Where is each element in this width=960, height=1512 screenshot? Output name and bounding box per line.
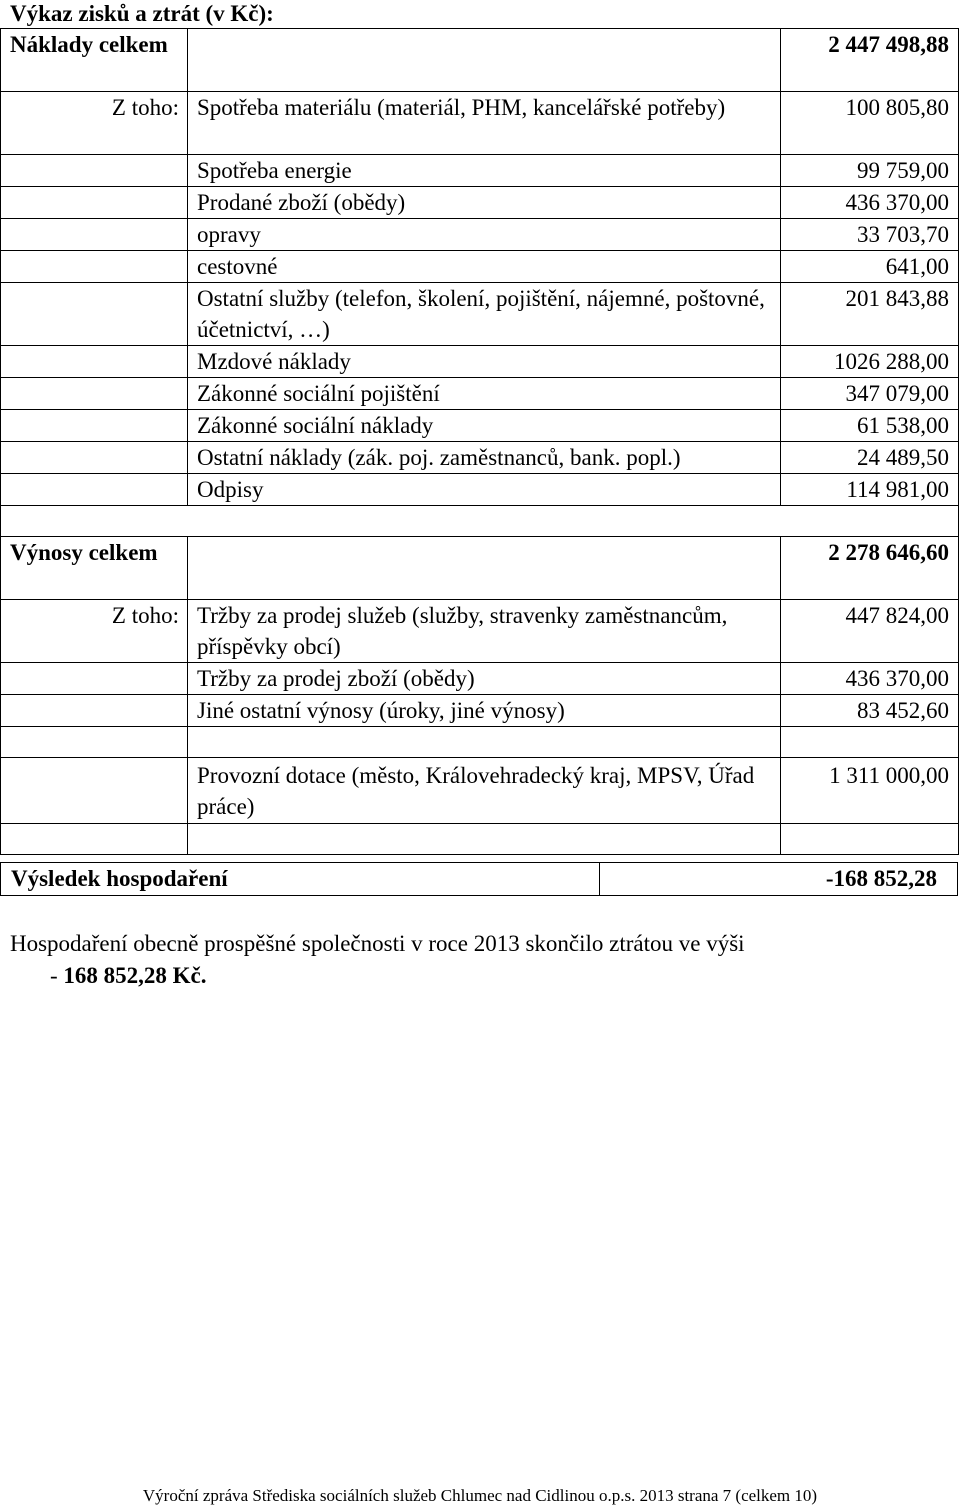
profit-loss-table bbox=[0, 28, 959, 855]
revenue-item-label: Tržby za prodej služeb (služby, stravenky zaměstnancům, příspěvky obcí) bbox=[188, 600, 781, 663]
summary-amount-line bbox=[10, 960, 950, 992]
of-which-label: Z toho: bbox=[1, 92, 188, 155]
table-row bbox=[1, 187, 959, 219]
cost-item-value: 24 489,50 bbox=[781, 442, 959, 474]
page-footer: Výroční zpráva Střediska sociálních služeb Chlumec nad Cidlinou o.p.s. 2013 strana 7 (celkem 10) bbox=[142, 1486, 818, 1505]
table-row bbox=[1, 663, 959, 695]
cost-item-label: Zákonné sociální náklady bbox=[188, 410, 781, 442]
table-row bbox=[1, 251, 959, 283]
cost-item-value: 436 370,00 bbox=[781, 187, 959, 219]
cost-item-label: Spotřeba materiálu (materiál, PHM, kancelářské potřeby) bbox=[188, 92, 781, 155]
costs-total-label: Náklady celkem bbox=[1, 29, 188, 92]
revenues-total-value: 2 278 646,60 bbox=[781, 537, 959, 600]
cost-item-label: opravy bbox=[188, 219, 781, 251]
table-row bbox=[1, 283, 959, 346]
table-row bbox=[1, 155, 959, 187]
subsidy-label: Provozní dotace (město, Královehradecký kraj, MPSV, Úřad práce) bbox=[188, 758, 781, 824]
result-label: Výsledek hospodaření bbox=[1, 863, 600, 896]
cost-item-label: Odpisy bbox=[188, 474, 781, 506]
table-row bbox=[1, 758, 959, 824]
table-row bbox=[1, 92, 959, 155]
revenue-item-label: Tržby za prodej zboží (obědy) bbox=[188, 663, 781, 695]
revenues-total-label: Výnosy celkem bbox=[1, 537, 188, 600]
spacer-row bbox=[1, 824, 959, 855]
result-value: -168 852,28 bbox=[599, 863, 957, 896]
table-row bbox=[1, 695, 959, 727]
table-row bbox=[1, 600, 959, 663]
result-table bbox=[0, 862, 958, 896]
cost-item-value: 99 759,00 bbox=[781, 155, 959, 187]
table-row bbox=[1, 442, 959, 474]
summary-text: Hospodaření obecně prospěšné společnosti v roce 2013 skončilo ztrátou ve výši bbox=[10, 931, 745, 956]
spacer-row bbox=[1, 727, 959, 758]
summary-amount: 168 852,28 Kč. bbox=[63, 963, 207, 988]
report-title: Výkaz zisků a ztrát (v Kč): bbox=[10, 1, 274, 26]
cost-item-value: 61 538,00 bbox=[781, 410, 959, 442]
cost-item-value: 201 843,88 bbox=[781, 283, 959, 346]
cost-item-label: Ostatní služby (telefon, školení, pojištění, nájemné, poštovné, účetnictví, …) bbox=[188, 283, 781, 346]
cost-item-value: 347 079,00 bbox=[781, 378, 959, 410]
revenue-item-value: 447 824,00 bbox=[781, 600, 959, 663]
revenue-item-value: 83 452,60 bbox=[781, 695, 959, 727]
cost-item-value: 100 805,80 bbox=[781, 92, 959, 155]
cost-item-label: Zákonné sociální pojištění bbox=[188, 378, 781, 410]
revenues-total-row bbox=[1, 537, 959, 600]
cost-item-label: Spotřeba energie bbox=[188, 155, 781, 187]
table-row bbox=[1, 410, 959, 442]
summary-paragraph bbox=[10, 928, 950, 992]
cost-item-label: Prodané zboží (obědy) bbox=[188, 187, 781, 219]
cost-item-label: Mzdové náklady bbox=[188, 346, 781, 378]
table-row bbox=[1, 378, 959, 410]
costs-total-value: 2 447 498,88 bbox=[781, 29, 959, 92]
revenue-item-label: Jiné ostatní výnosy (úroky, jiné výnosy) bbox=[188, 695, 781, 727]
table-row bbox=[1, 474, 959, 506]
costs-total-row bbox=[1, 29, 959, 92]
cost-item-value: 33 703,70 bbox=[781, 219, 959, 251]
summary-dash: - bbox=[50, 963, 64, 988]
table-row bbox=[1, 346, 959, 378]
cost-item-label: Ostatní náklady (zák. poj. zaměstnanců, bank. popl.) bbox=[188, 442, 781, 474]
revenue-item-value: 436 370,00 bbox=[781, 663, 959, 695]
spacer-row bbox=[1, 506, 959, 537]
cost-item-value: 114 981,00 bbox=[781, 474, 959, 506]
table-row bbox=[1, 219, 959, 251]
subsidy-value: 1 311 000,00 bbox=[781, 758, 959, 824]
result-row bbox=[1, 863, 958, 896]
cost-item-value: 1026 288,00 bbox=[781, 346, 959, 378]
cost-item-label: cestovné bbox=[188, 251, 781, 283]
of-which-label: Z toho: bbox=[1, 600, 188, 663]
cost-item-value: 641,00 bbox=[781, 251, 959, 283]
